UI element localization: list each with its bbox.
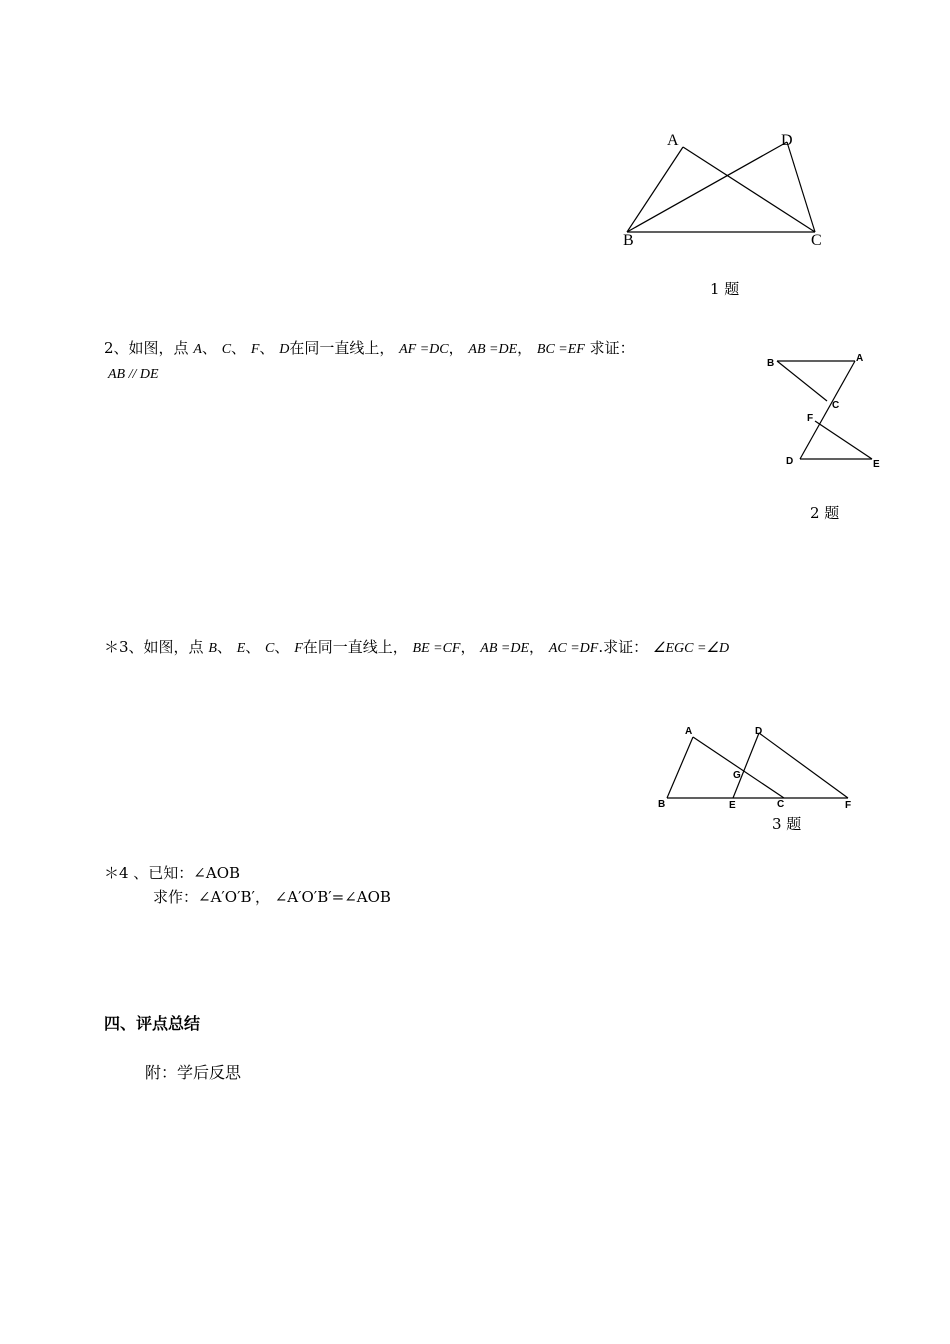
point-f: F [294, 641, 303, 656]
segment-fe [815, 421, 872, 459]
label-b: B [767, 358, 775, 369]
label-a: A [685, 726, 693, 737]
separator: 、 [216, 638, 232, 656]
q2-condition-3: BC =EF [536, 342, 585, 357]
comma: ， [517, 339, 533, 357]
q3-condition-3: AC =DF [548, 641, 599, 656]
label-a: A [667, 132, 679, 149]
point-f: F [250, 342, 260, 357]
q2-condition-2: AB =DE [468, 342, 518, 357]
q3-text-line: 在同一直线上， [302, 638, 408, 656]
period: . [598, 638, 604, 656]
q3-goal: ∠EGC =∠D [652, 641, 730, 656]
section-title: 四、评点总结 [104, 1014, 201, 1033]
segment-ab [667, 737, 693, 798]
label-a: A [856, 353, 864, 364]
separator: 、 [274, 638, 290, 656]
q3-condition-2: AB =DE [480, 641, 530, 656]
label-e: E [873, 459, 880, 470]
q3-condition-1: BE =CF [412, 641, 461, 656]
question-3-line-1 [104, 636, 729, 657]
segment-dc [787, 142, 815, 232]
segment-df [759, 733, 848, 798]
segment-ab [627, 147, 683, 232]
q3-prove-label: 求证： [603, 638, 649, 656]
comma: ， [529, 638, 545, 656]
q2-prove-label: 求证： [589, 339, 635, 357]
label-d: D [781, 132, 793, 149]
label-f: F [845, 800, 852, 811]
question-4-line-2: 求作：∠A′O′B′， ∠A′O′B′=∠AOB [153, 888, 391, 906]
figure-3-caption: 3 题 [772, 815, 802, 833]
q2-text-line: 在同一直线上， [289, 339, 395, 357]
point-b: B [208, 641, 217, 656]
q2-condition-1: AF =DC [399, 342, 449, 357]
label-d: D [755, 726, 763, 737]
question-4-line-1: ＊4 、已知：∠AOB [104, 864, 241, 882]
label-c: C [832, 400, 840, 411]
separator: 、 [245, 638, 261, 656]
separator: 、 [231, 339, 247, 357]
point-c: C [221, 342, 232, 357]
label-g: G [733, 770, 741, 781]
figure-3 [655, 722, 865, 814]
label-b: B [658, 799, 666, 810]
comma: ， [460, 638, 476, 656]
label-f: F [807, 413, 814, 424]
segment-ac [693, 737, 784, 798]
label-d: D [786, 456, 794, 467]
separator: 、 [201, 339, 217, 357]
figure-2 [760, 350, 890, 475]
separator: 、 [259, 339, 275, 357]
label-c: C [811, 232, 822, 249]
comma: ， [448, 339, 464, 357]
label-c: C [777, 799, 785, 810]
q3-prefix: ＊3、如图，点 [104, 638, 204, 656]
point-e: E [236, 641, 246, 656]
figure-1-caption: 1 题 [710, 280, 740, 298]
segment-ad [800, 361, 855, 459]
point-d: D [279, 342, 290, 357]
point-c: C [265, 641, 275, 656]
question-2-line-1 [104, 337, 635, 358]
segment-de [733, 733, 759, 798]
point-a: A [193, 342, 202, 357]
figure-1 [610, 125, 840, 255]
segment-db [627, 142, 787, 232]
segment-bc [777, 361, 827, 401]
label-b: B [623, 232, 634, 249]
figure-2-caption: 2 题 [810, 504, 840, 522]
reflection-note: 附：学后反思 [145, 1063, 242, 1082]
q2-goal: AB // DE [108, 367, 159, 382]
q2-prefix: 2、如图，点 [104, 339, 189, 357]
label-e: E [729, 800, 736, 811]
